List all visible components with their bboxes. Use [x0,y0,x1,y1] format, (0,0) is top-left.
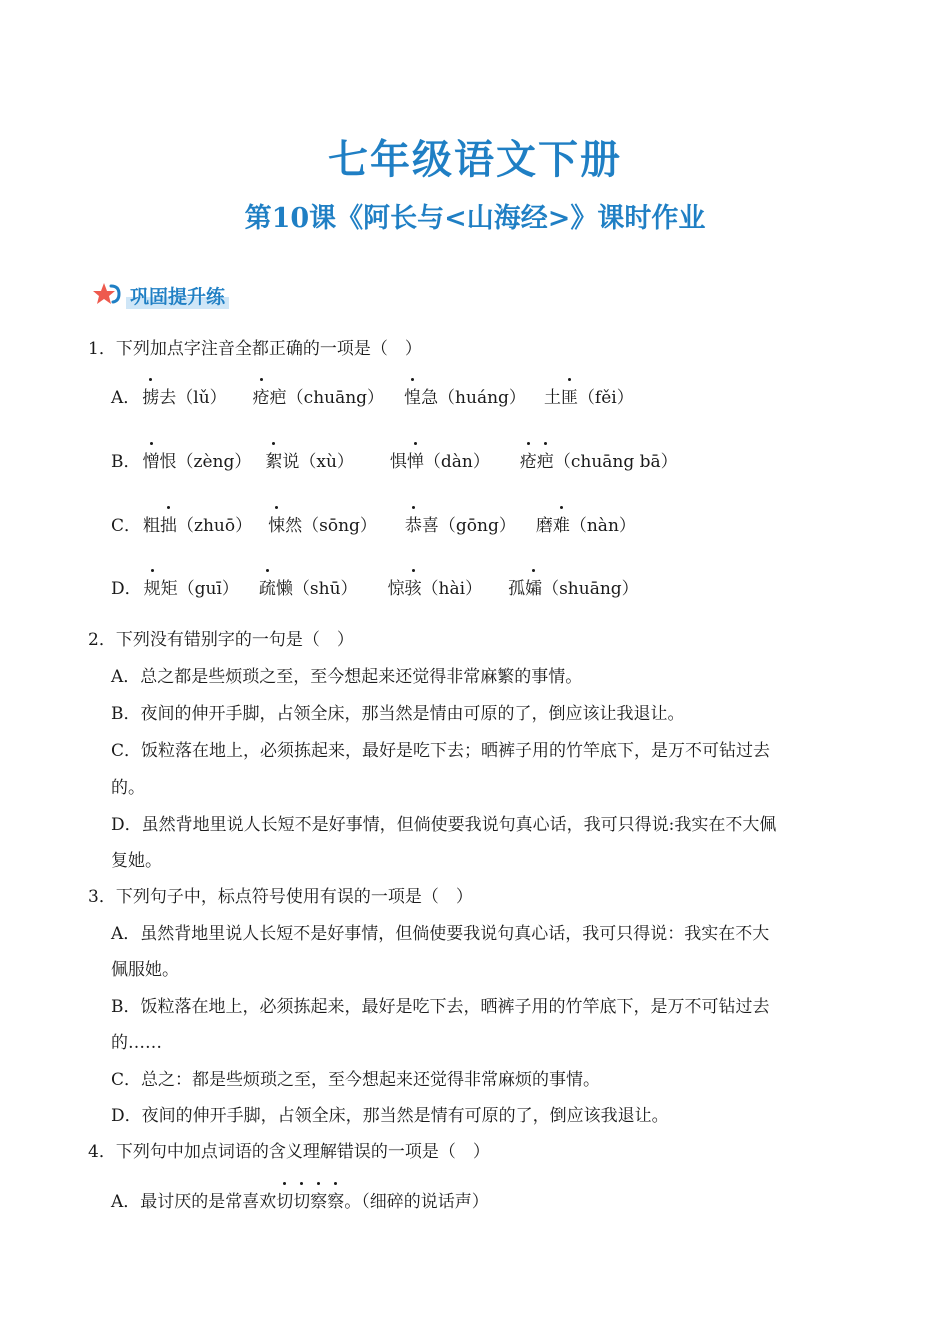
option-text: 去（lǔ） [159,388,227,408]
option-text: （fěi） [577,388,634,408]
question-3-stem: 3．下列句子中，标点符号使用有误的一项是（ ） [88,887,473,907]
option-text: 恨（zèng） [159,452,252,472]
page-title: 七年级语文下册 [328,137,622,183]
option-letter: D． [111,579,142,599]
q2-option-d: D．虽然背地里说人长短不是好事情，但倘使要我说句真心话，我可只得说:我实在不大佩 [111,815,777,835]
dotted-char: 切 [276,1192,294,1212]
option-text: （shuāng） [542,579,639,599]
option-text: 喜（gōng） [421,516,516,536]
section-label: 巩固提升练 [126,282,229,309]
dotted-char: 规 [143,579,161,599]
dotted-char: 疮 [252,388,270,408]
option-text: 矩（guī） [160,579,239,599]
option-text: （hài） [421,579,483,599]
dotted-char: 恭 [404,516,422,536]
option-text: 然（sōng） [285,516,377,536]
q3-option-c: C．总之：都是些烦琐之至，至今想起来还觉得非常麻烦的事情。 [111,1070,601,1090]
q3-option-a-cont: 佩服她。 [111,960,179,980]
q1-option-a [111,386,634,410]
dotted-char: 疏 [258,579,276,599]
q2-option-d-cont: 复她。 [111,851,162,871]
dotted-char: 悚 [268,516,286,536]
option-letter: C． [111,516,142,536]
option-text: A．最讨厌的是常喜欢 [111,1192,277,1212]
dotted-char: 切 [293,1192,311,1212]
option-text: 粗 [143,516,161,536]
q1-option-d [111,577,639,601]
q1-option-c [111,514,636,538]
q1-option-b [111,450,678,474]
q3-option-d: D．夜间的伸开手脚，占领全床，那当然是情有可原的了，倒应该我退让。 [111,1106,669,1126]
star-icon [92,282,122,308]
option-text: 孤 [508,579,526,599]
option-text: 说（xù） [282,452,354,472]
dotted-char: 疮 [519,452,537,472]
question-1-stem: 1．下列加点字注音全都正确的一项是（ ） [88,339,422,359]
option-text: 惧 [389,452,407,472]
option-text: 急（huáng） [421,388,526,408]
q4-option-a [111,1190,489,1214]
option-text: （chuāng bā） [553,452,678,472]
option-text: （dàn） [423,452,490,472]
q2-option-a: A．总之都是些烦琐之至，至今想起来还觉得非常麻繁的事情。 [111,667,583,687]
dotted-char: 骇 [404,579,422,599]
dotted-char: 惶 [404,388,422,408]
option-text: （zhuō） [177,516,253,536]
section-heading [92,280,229,310]
q3-option-b: B．饭粒落在地上，必须拣起来，最好是吃下去，晒裤子用的竹竿底下，是万不可钻过去 [111,997,770,1017]
dotted-char: 察 [310,1192,328,1212]
option-text: 惊 [387,579,405,599]
option-letter: A． [111,388,141,408]
dotted-char: 难 [552,516,570,536]
q2-option-c-cont: 的。 [111,778,145,798]
dotted-char: 惮 [406,452,424,472]
dotted-char: 察 [327,1192,345,1212]
dotted-char: 憎 [142,452,160,472]
option-text: 疤（chuāng） [269,388,385,408]
option-text: （nàn） [569,516,636,536]
option-text: 。（细碎的说话声） [344,1192,489,1212]
dotted-char: 匪 [560,388,578,408]
q3-option-b-cont: 的…… [111,1033,162,1053]
q3-option-a: A．虽然背地里说人长短不是好事情，但倘使要我说句真心话，我可只得说：我实在不大 [111,924,770,944]
dotted-char: 絮 [265,452,283,472]
dotted-char: 拙 [160,516,178,536]
question-4-stem: 4．下列句中加点词语的含义理解错误的一项是（ ） [88,1142,490,1162]
option-text: 土 [543,388,561,408]
dotted-char: 孀 [525,579,543,599]
dotted-char: 掳 [142,388,160,408]
option-text: 懒（shū） [275,579,358,599]
question-2-stem: 2．下列没有错别字的一句是（ ） [88,630,354,650]
q2-option-b: B．夜间的伸开手脚，占领全床，那当然是情由可原的了，倒应该让我退让。 [111,704,685,724]
lesson-subtitle: 第10课《阿长与<山海经>》课时作业 [244,203,706,234]
option-letter: B． [111,452,141,472]
option-text: 磨 [535,516,553,536]
dotted-char: 疤 [536,452,554,472]
q2-option-c: C．饭粒落在地上，必须拣起来，最好是吃下去；晒裤子用的竹竿底下，是万不可钻过去 [111,741,771,761]
